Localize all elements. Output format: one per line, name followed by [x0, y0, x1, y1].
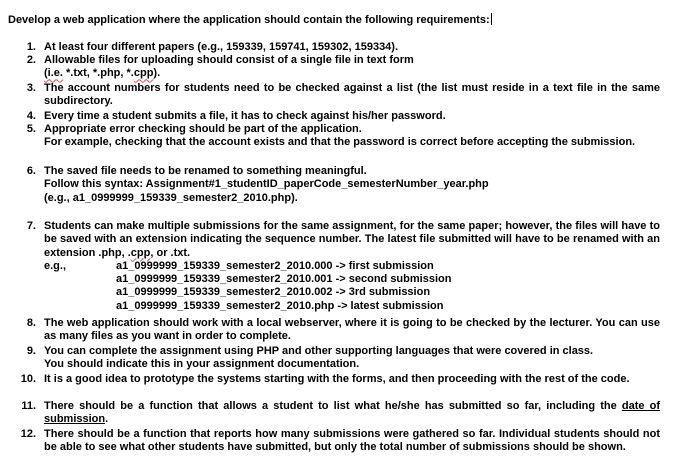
requirement-5 — [0, 123, 660, 150]
item-text — [44, 345, 660, 372]
text-fragment: , or .txt. — [150, 246, 191, 259]
spellcheck-word: (i.e. — [44, 67, 63, 80]
item-line: Appropriate error checking should be part of the application. — [44, 123, 362, 135]
example-label: e.g., — [44, 259, 67, 272]
example-filename: a1_0999999_159339_semester2_2010.001 -> second submission — [116, 273, 452, 286]
item-number: 12. — [20, 428, 36, 440]
item-line: Follow this syntax: Assignment#1_studentID_paperCode_semesterNumber_year.php — [44, 178, 489, 191]
spellcheck-word: cpp — [133, 67, 154, 80]
requirement-8 — [0, 317, 660, 344]
item-number: 1. — [26, 41, 36, 53]
example-filename: a1_0999999_159339_semester2_2010.php -> latest submission — [116, 299, 444, 312]
requirement-10 — [0, 373, 660, 386]
item-text: At least four different papers (e.g., 159339, 159741, 159302, 159334). — [44, 41, 399, 53]
item-text — [44, 165, 660, 205]
item-text — [44, 220, 660, 313]
requirement-3 — [0, 82, 660, 109]
text-fragment: There should be a function that allows a student to list what he/she has submitted so far, including the — [44, 400, 622, 412]
item-text: There should be a function that reports how many submissions were gathered so far. Individual students should not be able to see what other students have submitted, but only the total number of submissions should be shown. — [44, 428, 660, 454]
intro-text: Develop a web application where the application should contain the following requirements: — [8, 14, 490, 26]
requirement-12 — [0, 428, 660, 455]
requirement-9 — [0, 345, 660, 372]
text-fragment: ). — [153, 67, 161, 80]
item-line: For example, checking that the account exists and that the password is correct before accepting the submission. — [44, 136, 636, 149]
text-fragment: Students can make multiple submissions for the same assignment, for the same paper; however, the files will have to be saved with an extension indicating the sequence number. The latest file submitted will have to be renamed with an extension .php, . — [44, 220, 660, 259]
item-number: 10. — [20, 373, 36, 385]
requirement-2 — [0, 54, 660, 81]
requirement-11 — [0, 400, 660, 427]
item-line: You can complete the assignment using PHP and other supporting languages that were covered in class. — [44, 345, 594, 357]
item-number: 3. — [26, 82, 36, 94]
requirement-4 — [0, 110, 660, 123]
spellcheck-word: cpp — [130, 246, 151, 259]
item-text — [44, 123, 660, 150]
item-number: 7. — [26, 220, 36, 232]
text-fragment: . — [105, 413, 109, 426]
item-number: 5. — [26, 123, 36, 135]
requirement-7 — [0, 220, 660, 313]
item-line: Allowable files for uploading should consist of a single file in text form — [44, 54, 414, 66]
intro-heading — [8, 13, 492, 27]
item-text — [44, 400, 660, 427]
item-number: 11. — [21, 400, 36, 412]
item-number: 4. — [26, 110, 36, 122]
requirement-1 — [0, 41, 660, 54]
item-text: The web application should work with a local webserver, where it is going to be checked by the lecturer. You can use as many files as you want in order to complete. — [44, 317, 660, 343]
example-filename: a1_0999999_159339_semester2_2010.000 -> first submission — [116, 259, 434, 272]
item-line: The saved file needs to be renamed to something meaningful. — [44, 165, 367, 177]
text-cursor — [491, 13, 492, 25]
example-row — [44, 300, 660, 313]
item-number: 2. — [26, 54, 36, 66]
item-line: (e.g., a1_0999999_159339_semester2_2010.php). — [44, 191, 298, 204]
item-line — [44, 67, 660, 80]
example-row — [44, 273, 660, 286]
underlined-phrase: date of submission — [44, 400, 660, 426]
item-text — [44, 54, 660, 81]
item-text: Every time a student submits a file, it has to check against his/her password. — [44, 110, 446, 122]
item-line: You should indicate this in your assignment documentation. — [44, 358, 360, 371]
item-text: The account numbers for students need to be checked against a list (the list must reside in a text file in the same subdirectory. — [44, 82, 660, 108]
requirement-6 — [0, 165, 660, 205]
item-text: It is a good idea to prototype the systems starting with the forms, and then proceeding with the rest of the code. — [44, 373, 630, 385]
item-paragraph — [44, 220, 660, 260]
example-filename: a1_0999999_159339_semester2_2010.002 -> 3rd submission — [116, 286, 431, 299]
item-number: 6. — [26, 165, 36, 177]
text-fragment: *.txt, *.php, *. — [62, 67, 134, 80]
example-row — [44, 260, 660, 273]
example-row — [44, 286, 660, 299]
item-number: 9. — [26, 345, 36, 357]
item-number: 8. — [26, 317, 36, 329]
